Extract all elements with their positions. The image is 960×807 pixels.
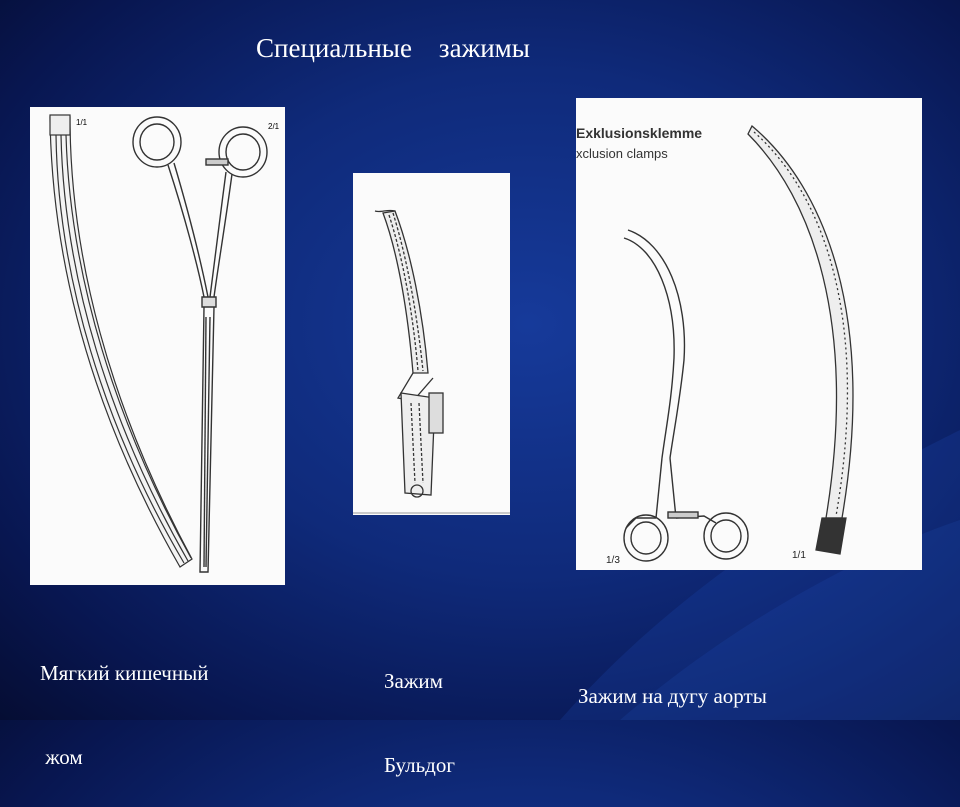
caption-line-2: жом [40, 745, 83, 769]
caption-line-1: Зажим [384, 669, 443, 693]
mark-2-1: 2/1 [268, 122, 280, 131]
mark-1-1-right: 1/1 [792, 550, 806, 561]
caption-line-1: Зажим на дугу аорты [578, 684, 767, 708]
bulldog-clamp-drawing [353, 173, 510, 515]
caption-soft-intestinal-clamp [40, 603, 208, 799]
mark-1-1: 1/1 [76, 118, 88, 127]
image-heading-en: xclusion clamps [576, 146, 668, 161]
aortic-clamp-icon [624, 230, 748, 561]
caption-aortic-arch-clamp [578, 626, 767, 738]
caption-line-2: Бульдог [384, 753, 455, 777]
caption-bulldog-clamp [384, 611, 455, 807]
soft-intestinal-clamp-image [30, 107, 285, 585]
curved-shaft-icon [748, 126, 853, 554]
slide-title: Специальные зажимы [256, 33, 530, 63]
intestinal-clamp-drawing [30, 107, 285, 585]
bulldog-clamp-icon [375, 210, 443, 497]
aortic-clamp-drawing [576, 98, 922, 570]
curved-blade-icon [50, 115, 192, 567]
mark-1-3: 1/3 [606, 555, 620, 566]
image-heading-de: Exklusionsklemme [576, 125, 703, 141]
bulldog-clamp-image [353, 173, 510, 515]
caption-line-1: Мягкий кишечный [40, 661, 209, 685]
aortic-arch-clamp-image [576, 98, 922, 570]
